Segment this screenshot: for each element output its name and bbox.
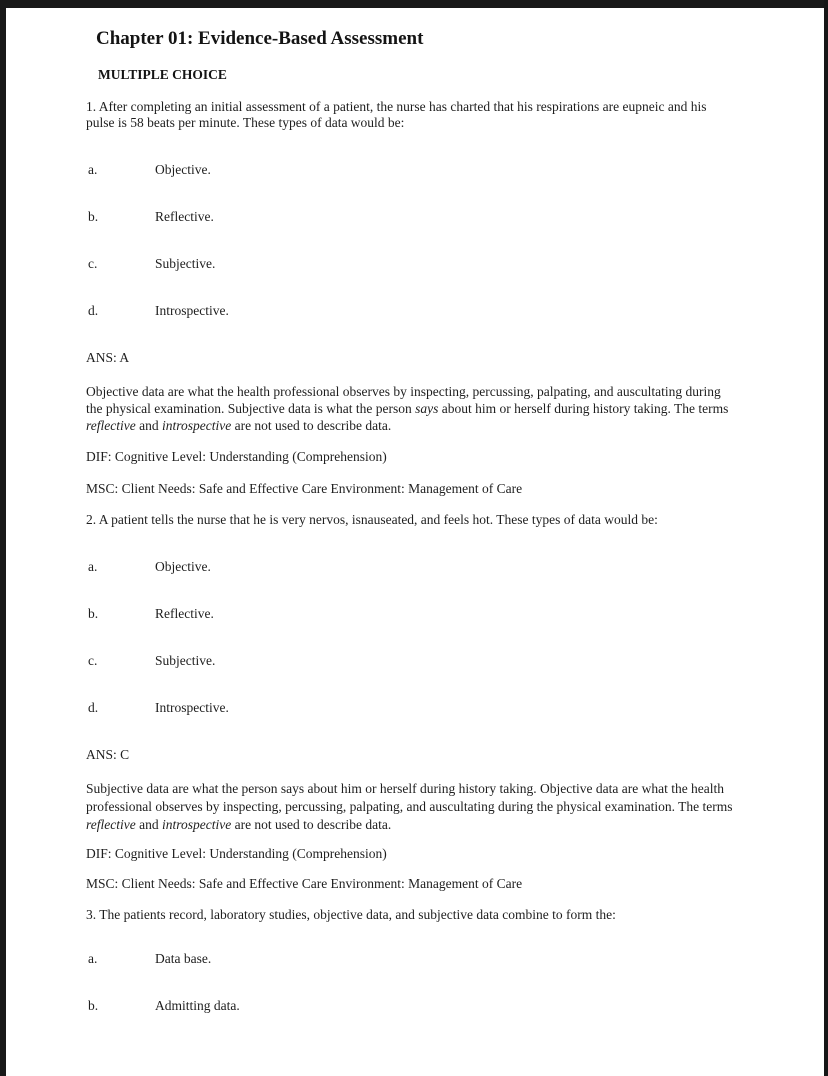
option-letter: b. <box>88 209 99 224</box>
option-text: Admitting data. <box>155 998 240 1013</box>
page-title: Chapter 01: Evidence-Based Assessment <box>96 28 424 49</box>
option-text: Reflective. <box>155 606 214 621</box>
option-text: Subjective. <box>155 256 216 271</box>
question-number: 2. <box>86 512 97 527</box>
section-heading: MULTIPLE CHOICE <box>98 67 227 82</box>
option-letter: c. <box>88 256 98 271</box>
answer-line: ANS: A <box>86 350 130 365</box>
option-letter: d. <box>88 700 99 715</box>
option-text: Objective. <box>155 162 211 177</box>
option-text: Data base. <box>155 951 212 966</box>
option-row-b <box>88 998 736 1014</box>
scan-edge-left <box>0 0 6 1076</box>
option-letter: c. <box>88 653 98 668</box>
answer-line: ANS: C <box>86 747 130 762</box>
option-text: Subjective. <box>155 653 216 668</box>
question-stem <box>86 512 736 528</box>
rationale-text: Objective data are what the health professional observes by inspecting, percussing, palpating, and auscultating during the physical examination. Subjective data is what the person says about him or herself during history taking. The terms reflective and introspective are not used to describe data. <box>86 384 729 433</box>
option-letter: b. <box>88 606 99 621</box>
msc-line: MSC: Client Needs: Safe and Effective Care Environment: Management of Care <box>86 481 523 496</box>
scan-edge-top <box>0 0 828 8</box>
option-row-c <box>88 256 736 272</box>
option-text: Introspective. <box>155 303 229 318</box>
dif-line: DIF: Cognitive Level: Understanding (Comprehension) <box>86 449 387 464</box>
option-text: Reflective. <box>155 209 214 224</box>
option-row-a <box>88 951 736 967</box>
option-letter: d. <box>88 303 99 318</box>
option-row-d <box>88 700 736 716</box>
question-block-1 <box>86 99 736 497</box>
rationale-text: Subjective data are what the person says about him or herself during history taking. Objective data are what the health professional observes by inspecting, percussing, palpating, and auscultating during the physical examination. The terms reflective and introspective are not used to describe data. <box>86 781 733 832</box>
option-row-a <box>88 162 736 178</box>
option-letter: a. <box>88 951 98 966</box>
question-stem <box>86 907 736 923</box>
question-number: 3. <box>86 907 97 922</box>
option-row-a <box>88 559 736 575</box>
option-text: Introspective. <box>155 700 229 715</box>
question-text: After completing an initial assessment of a patient, the nurse has charted that his respirations are eupneic and his pulse is 58 beats per minute. These types of data would be: <box>86 99 707 130</box>
option-letter: a. <box>88 559 98 574</box>
question-stem <box>86 99 736 131</box>
document-page <box>86 0 736 1014</box>
msc-line: MSC: Client Needs: Safe and Effective Care Environment: Management of Care <box>86 876 523 891</box>
option-row-c <box>88 653 736 669</box>
option-letter: b. <box>88 998 99 1013</box>
question-text: A patient tells the nurse that he is very nervos, isnauseated, and feels hot. These types of data would be: <box>98 512 658 527</box>
question-text: The patients record, laboratory studies, objective data, and subjective data combine to form the: <box>99 907 616 922</box>
scan-edge-right <box>824 0 828 1076</box>
option-row-b <box>88 209 736 225</box>
option-text: Objective. <box>155 559 211 574</box>
question-block-3 <box>86 907 736 1014</box>
option-row-d <box>88 303 736 319</box>
question-block-2 <box>86 512 736 892</box>
dif-line: DIF: Cognitive Level: Understanding (Comprehension) <box>86 846 387 861</box>
option-letter: a. <box>88 162 98 177</box>
question-number: 1. <box>86 99 97 114</box>
option-row-b <box>88 606 736 622</box>
